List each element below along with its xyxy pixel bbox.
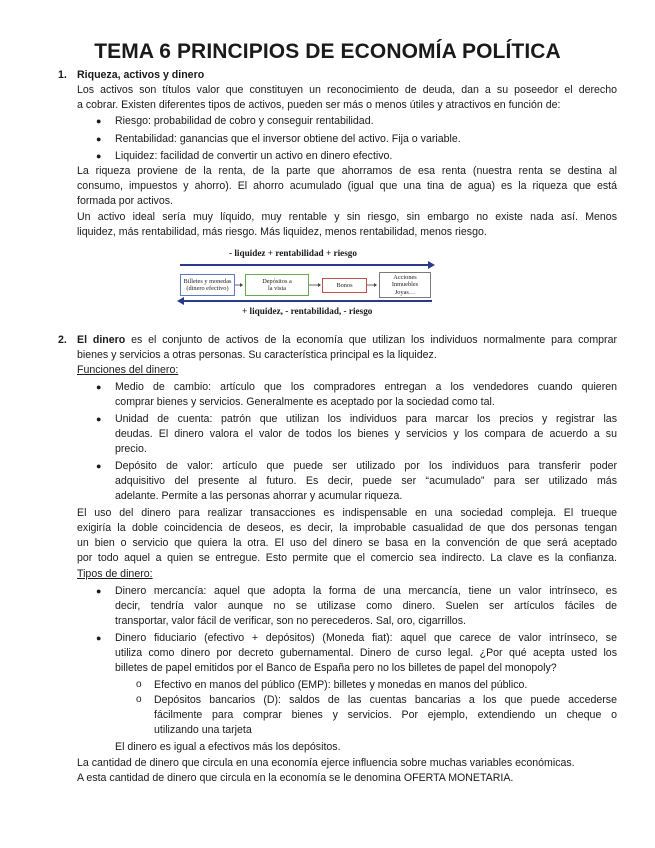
- box-bonos: Bonos: [322, 278, 367, 293]
- s2-uso-line-2: exigiría la doble coincidencia de deseos, es decir, la improbable casualidad de que dos personas tengan: [77, 522, 617, 534]
- s1-bullet-3: Liquidez: facilidad de convertir un activo en dinero efectivo.: [115, 150, 393, 162]
- type-2-line-1: Dinero fiduciario (efectivo + depósitos) (Moneda fiat): aquel que carece de valor intrínseco, se: [115, 632, 617, 644]
- type-1-line-2: decir, tendría valor aunque no se utilizase como dinero. Suelen ser artículos fáciles de: [115, 600, 617, 612]
- circle-bullet-icon: o: [136, 694, 142, 705]
- s2-intro-line-1: El dinero es el conjunto de activos de la economía que utilizan los individuos normalmente para comprar: [77, 334, 617, 346]
- bullet-icon: ●: [96, 586, 102, 596]
- bullet-icon: ●: [96, 134, 102, 144]
- s1-p3-line-2: liquidez, más rentabilidad, más riesgo. Más liquidez, menos rentabilidad, menos riesgo.: [77, 226, 487, 238]
- function-3-line-1: Depósito de valor: artículo que puede ser utilizado por los individuos para transferir poder: [115, 460, 617, 472]
- page-title: TEMA 6 PRINCIPIOS DE ECONOMÍA POLÍTICA: [94, 40, 561, 63]
- liquidity-diagram: [176, 248, 436, 318]
- left-arrowhead-icon: [177, 297, 184, 305]
- bullet-icon: ●: [96, 414, 102, 424]
- section-1-number: 1.: [58, 69, 67, 81]
- sub-1-line-1: Efectivo en manos del público (EMP): billetes y monedas en manos del público.: [154, 679, 528, 691]
- function-3-line-3: adelante. Permite a las personas ahorrar y acumular riqueza.: [115, 490, 403, 502]
- s2-intro-line-2: bienes y servicios a otras personas. Su característica principal es la liquidez.: [77, 349, 437, 361]
- s1-p1-line-2: a cobrar. Existen diferentes tipos de activos, pueden ser más o menos útiles y atractivos en función de:: [77, 99, 561, 111]
- s2-uso-line-1: El uso del dinero para realizar transacciones es indispensable en una sociedad compleja. El trueque: [77, 507, 617, 519]
- circle-bullet-icon: o: [136, 679, 142, 690]
- function-1-line-1: Medio de cambio: artículo que los compradores entregan a los vendedores cuando quieren: [115, 381, 617, 393]
- bullet-icon: ●: [96, 382, 102, 392]
- bullet-icon: ●: [96, 151, 102, 161]
- function-2-line-3: precio.: [115, 443, 147, 455]
- s1-p2-line-3: formada por activos.: [77, 195, 173, 207]
- diagram-top-label: - liquidez + rentabilidad + riesgo: [229, 248, 357, 258]
- function-3-line-2: adquisitivo del presente al futuro. Es decir, puede ser “acumulado” para ser utilizado más: [115, 475, 617, 487]
- s1-p2-line-1: La riqueza proviene de la renta, de la parte que ahorramos de esa renta (nuestra renta se destina al: [77, 165, 617, 177]
- box-acciones: Acciones Inmuebles Joyas…: [379, 272, 431, 298]
- function-1-line-2: comprar bienes y servicios. Generalmente es aceptado por la sociedad como tal.: [115, 396, 495, 408]
- section-1-heading: Riqueza, activos y dinero: [77, 69, 205, 81]
- section-2-number: 2.: [58, 334, 67, 346]
- sub-2-line-1: Depósitos bancarios (D): saldos de las cuentas bancarias a los que puede accederse: [154, 694, 617, 706]
- s1-p2-line-2: consumo, impuestos y ahorro). El ahorro acumulado (igual que una tina de agua) es la riqueza que está: [77, 180, 617, 192]
- sub-2-line-2: fácilmente para comprar bienes y servicios. Por ejemplo, extendiendo un cheque o: [154, 709, 617, 721]
- bullet-icon: ●: [96, 461, 102, 471]
- function-2-line-2: deudas. El dinero valora el valor de todos los bienes y servicios y los compara de acuerdo a su: [115, 428, 617, 440]
- types-heading: Tipos de dinero:: [77, 568, 153, 580]
- type-1-line-3: transportar, valor fácil de verificar, son no perecederos. Sal, oro, cigarrillos.: [115, 615, 466, 627]
- diagram-bottom-label: + liquidez, - rentabilidad, - riesgo: [242, 306, 373, 316]
- type-2-line-2: utiliza como dinero por decreto gubernamental. Dinero de curso legal. ¿Por qué acepta usted los: [115, 647, 617, 659]
- bullet-icon: ●: [96, 116, 102, 126]
- s1-p1-line-1: Los activos son títulos valor que constituyen un reconocimiento de deuda, dan a su poseedor el derecho: [77, 84, 617, 96]
- s2-uso-line-4: por todo aquel a quien se entregue. Esto permite que el comercio sea indirecto. La clave es la confianza.: [77, 552, 617, 564]
- bullet-icon: ●: [96, 633, 102, 643]
- right-arrowhead-icon: [428, 261, 435, 269]
- box-billetes: Billetes y monedas (dinero efectivo): [180, 274, 235, 296]
- s1-bullet-2: Rentabilidad: ganancias que el inversor obtiene del activo. Fija o variable.: [115, 133, 461, 145]
- closing-line-2: A esta cantidad de dinero que circula en la economía se le denomina OFERTA MONETARIA.: [77, 772, 514, 784]
- type-1-line-1: Dinero mercancía: aquel que adopta la forma de una mercancía, tiene un valor intrínseco, es: [115, 585, 617, 597]
- functions-heading: Funciones del dinero:: [77, 364, 179, 376]
- closing-line-1: La cantidad de dinero que circula en una economía ejerce influencia sobre muchas variables económicas.: [77, 757, 575, 769]
- sub-2-line-3: utilizando una tarjeta: [154, 724, 252, 736]
- s1-p3-line-1: Un activo ideal sería muy líquido, muy rentable y sin riesgo, sin embargo no existe nada así. Menos: [77, 211, 617, 223]
- summary-line: El dinero es igual a efectivos más los depósitos.: [115, 741, 341, 753]
- box-depositos: Depósitos a la vista: [245, 274, 309, 296]
- s1-bullet-1: Riesgo: probabilidad de cobro y conseguir rentabilidad.: [115, 115, 374, 127]
- function-2-line-1: Unidad de cuenta: patrón que utilizan los individuos para marcar los precios y registrar las: [115, 413, 617, 425]
- type-2-line-3: billetes de papel emitidos por el Banco de España pero no los billetes de papel del monopoly?: [115, 662, 557, 674]
- s2-uso-line-3: un bien o servicio que quiera la otra. El uso del dinero se basa en la convención de que será aceptado: [77, 537, 617, 549]
